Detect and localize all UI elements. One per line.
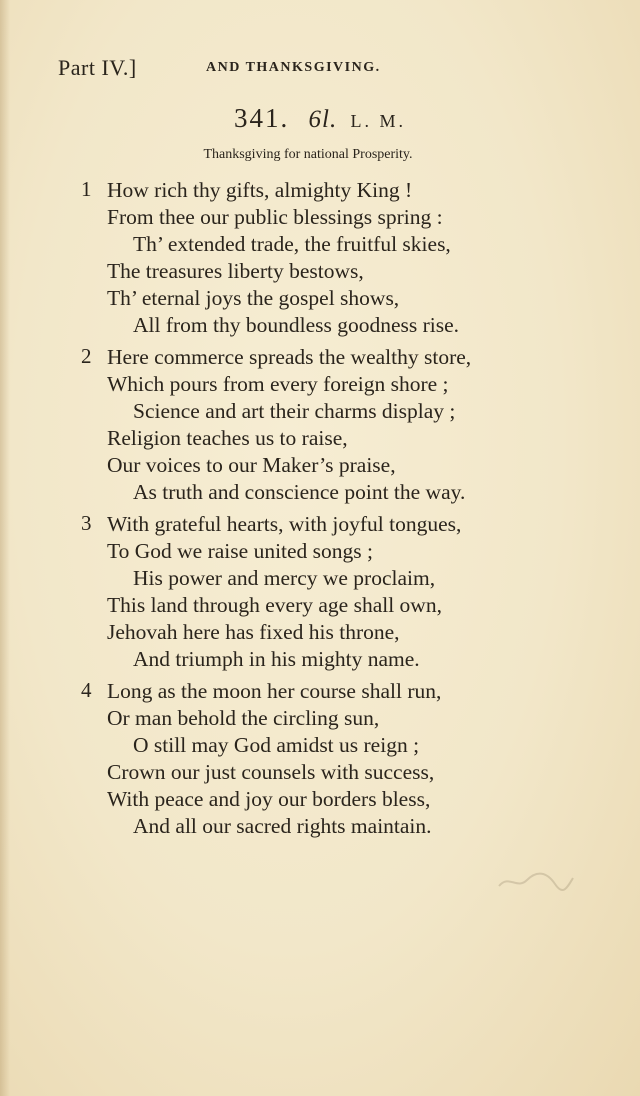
stanza-number: 4 bbox=[81, 678, 92, 702]
stanza-line: Science and art their charms display ; bbox=[133, 399, 456, 423]
stanza-line: Which pours from every foreign shore ; bbox=[107, 372, 449, 396]
stanza-line: Crown our just counsels with success, bbox=[107, 760, 435, 784]
hymn-header bbox=[0, 103, 640, 134]
hymn-metre-name: L. M. bbox=[350, 111, 406, 131]
stanza-line: Religion teaches us to raise, bbox=[107, 426, 348, 450]
stanza-line: To God we raise united songs ; bbox=[107, 539, 374, 563]
stanza-line: This land through every age shall own, bbox=[107, 593, 442, 617]
stanza-line: How rich thy gifts, almighty King ! bbox=[107, 178, 413, 202]
stanza-line: And all our sacred rights maintain. bbox=[133, 814, 432, 838]
part-label: Part IV.] bbox=[58, 55, 137, 80]
section-title: AND THANKSGIVING. bbox=[206, 60, 381, 75]
stanza-line: The treasures liberty bestows, bbox=[107, 259, 364, 283]
hymn-title: Thanksgiving for national Prosperity. bbox=[203, 147, 413, 162]
stanza-number: 3 bbox=[81, 511, 92, 535]
running-head bbox=[58, 55, 458, 85]
stanza-line: Jehovah here has fixed his throne, bbox=[107, 620, 400, 644]
stanza-line: Long as the moon her course shall run, bbox=[107, 679, 442, 703]
stanza-number: 1 bbox=[81, 177, 92, 201]
faded-bleedthrough-mark bbox=[495, 868, 575, 894]
stanza-line: All from thy boundless goodness rise. bbox=[133, 313, 460, 337]
stanza-line: O still may God amidst us reign ; bbox=[133, 733, 420, 757]
stanza-line: As truth and conscience point the way. bbox=[133, 480, 466, 504]
stanza-line: Our voices to our Maker’s praise, bbox=[107, 453, 396, 477]
stanza-line: With grateful hearts, with joyful tongues, bbox=[107, 512, 462, 536]
hymn-meter: 6l. bbox=[308, 106, 338, 133]
stanza-line: With peace and joy our borders bless, bbox=[107, 787, 431, 811]
stanza-line: And triumph in his mighty name. bbox=[133, 647, 420, 671]
stanza-line: Th’ eternal joys the gospel shows, bbox=[107, 286, 400, 310]
stanza-line: Here commerce spreads the wealthy store, bbox=[107, 345, 472, 369]
stanza-line: Th’ extended trade, the fruitful skies, bbox=[133, 232, 451, 256]
hymn-number: 341. bbox=[234, 103, 290, 133]
stanza-line: His power and mercy we proclaim, bbox=[133, 566, 436, 590]
stanza-line: From thee our public blessings spring : bbox=[107, 205, 443, 229]
stanza-line: Or man behold the circling sun, bbox=[107, 706, 380, 730]
stanza-number: 2 bbox=[81, 344, 92, 368]
